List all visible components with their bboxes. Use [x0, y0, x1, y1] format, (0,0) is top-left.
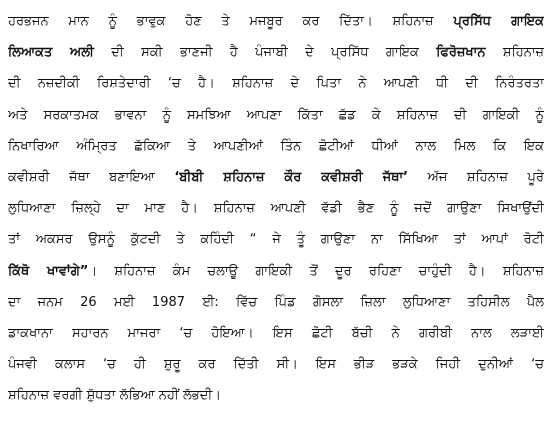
text-run: ਕਵੀਸ਼ਰੀ ਜੱਥਾ ਬਣਾਇਆ — [8, 169, 175, 185]
text-line — [8, 37, 544, 68]
text-line — [8, 6, 544, 37]
text-run: ਲੁਧਿਆਣਾ ਜ਼ਿਲ੍ਹੇ ਦਾ ਮਾਣ ਹੈ। ਸ਼ਹਿਨਾਜ਼ ਆਪਣੀ ਵੱਡੀ ਭੈਣ ਨੂੰ ਜਦੋਂ ਗਾਉਣਾ ਸਿਖਾਉਂਦੀ — [8, 201, 544, 217]
text-line — [8, 318, 544, 349]
text-line — [8, 256, 544, 287]
text-line — [8, 349, 544, 380]
text-line — [8, 131, 544, 162]
text-run: ਡਾਕਖਾਨਾ ਸਹਾਰਨ ਮਾਜਰਾ ‘ਚ ਹੋਇਆ। ਇਸ ਛੋਟੀ ਬੱਚੀ ਨੇ ਗਰੀਬੀ ਨਾਲ ਲੜਾਈ — [8, 325, 544, 341]
text-line — [8, 193, 544, 224]
bold-text-run: ‘ਬੀਬੀ ਸ਼ਹਿਨਾਜ਼ ਕੌਰ ਕਵੀਸ਼ਰੀ ਜੱਥਾ’ — [174, 169, 409, 185]
text-run: ਦੀ ਨਜ਼ਦੀਕੀ ਰਿਸ਼ਤੇਦਾਰੀ ‘ਚ ਹੈ। ਸ਼ਹਿਨਾਜ਼ ਦੇ ਪਿਤਾ ਨੇ ਆਪਣੀ ਧੀ ਦੀ ਨਿਰੰਤਰਤਾ — [8, 76, 544, 92]
text-line — [8, 68, 544, 99]
text-run: ਅਤੇ ਸਰਕਾਤਮਕ ਭਾਵਨਾ ਨੂੰ ਸਮਝਿਆ ਆਪਣਾ ਕਿੱਤਾ ਛੱਡ ਕੇ ਸ਼ਹਿਨਾਜ਼ ਦੀ ਗਾਇਕੀ ਨੂੰ — [8, 107, 544, 123]
text-line — [8, 287, 544, 318]
text-run: ਨਿਖਾਰਿਆ ਅੰਮ੍ਰਿਤ ਛੱਕਿਆ ਤੇ ਆਪਣੀਆਂ ਤਿੰਨ ਛੋਟੀਆਂ ਧੀਆਂ ਨਾਲ ਮਿਲ ਕਿ ਇਕ — [8, 138, 544, 154]
text-line — [8, 224, 544, 255]
bold-text-run: ਕਿੱਥੋ ਖਾਵਾਂਗੇ” — [8, 263, 89, 279]
text-run: ਅੱਜ ਸ਼ਹਿਨਾਜ਼ ਪੂਰੇ — [408, 169, 544, 185]
text-line — [8, 100, 544, 131]
text-run: । ਸ਼ਹਿਨਾਜ਼ ਕੰਮ ਚਲਾਊ ਗਾਇਕੀ ਤੋਂ ਦੂਰ ਰਹਿਣਾ ਚਾਹੁੰਦੀ ਹੈ। ਸ਼ਹਿਨਾਜ਼ — [88, 263, 544, 279]
text-run: ਦਾ ਜਨਮ 26 ਮਈ 1987 ਈ: ਵਿੱਚ ਪਿੰਡ ਗੋਸਲਾ ਜ਼ਿਲਾ ਲੁਧਿਆਣਾ ਤਹਿਸੀਲ ਪੈਲ — [8, 294, 544, 310]
document-body — [8, 6, 544, 411]
bold-text-run: ਪ੍ਰਸਿੱਧ ਗਾਇਕ — [453, 14, 544, 29]
bold-text-run: ਫਿਰੋਜ਼ਖਾਨ — [436, 45, 486, 61]
text-line — [8, 380, 544, 411]
text-run: ਸ਼ਹਿਨਾਜ਼ — [485, 45, 544, 61]
text-run: ਹਰਭਜਨ ਮਾਨ ਨੂੰ ਭਾਵੁਕ ਹੋਣ ਤੇ ਮਜਬੂਰ ਕਰ ਦਿੱਤਾ। ਸ਼ਹਿਨਾਜ਼ — [8, 14, 454, 29]
text-run: ਸ਼ਹਿਨਾਜ਼ ਵਰਗੀ ਸ਼ੁੱਧਤਾ ਲੱਭਿਆ ਨਹੀਂ ਲੱਭਦੀ। — [8, 388, 221, 404]
bold-text-run: ਲਿਆਕਤ ਅਲੀ — [8, 45, 94, 61]
text-run: ਪੰਜਵੀ ਕਲਾਸ ‘ਚ ਹੀ ਸ਼ੁਰੂ ਕਰ ਦਿੱਤੀ ਸੀ। ਇਸ ਭੀੜ ਭੜਕੇ ਜਿਹੀ ਦੁਨੀਆਂ ‘ਚ — [8, 357, 544, 373]
text-line — [8, 162, 544, 193]
text-run: ਤਾਂ ਅਕਸਰ ਉਸਨੂੰ ਕੁੱਟਦੀ ਤੇ ਕਹਿੰਦੀ “ ਜੇ ਤੂੰ ਗਾਉਣਾ ਨਾ ਸਿੱਖਿਆ ਤਾਂ ਆਪਾਂ ਰੋਟੀ — [8, 232, 544, 248]
text-run: ਦੀ ਸਕੀ ਭਾਣਜੀ ਹੈ ਪੰਜਾਬੀ ਦੇ ਪ੍ਰਸਿੱਧ ਗਾਇਕ — [93, 45, 437, 61]
